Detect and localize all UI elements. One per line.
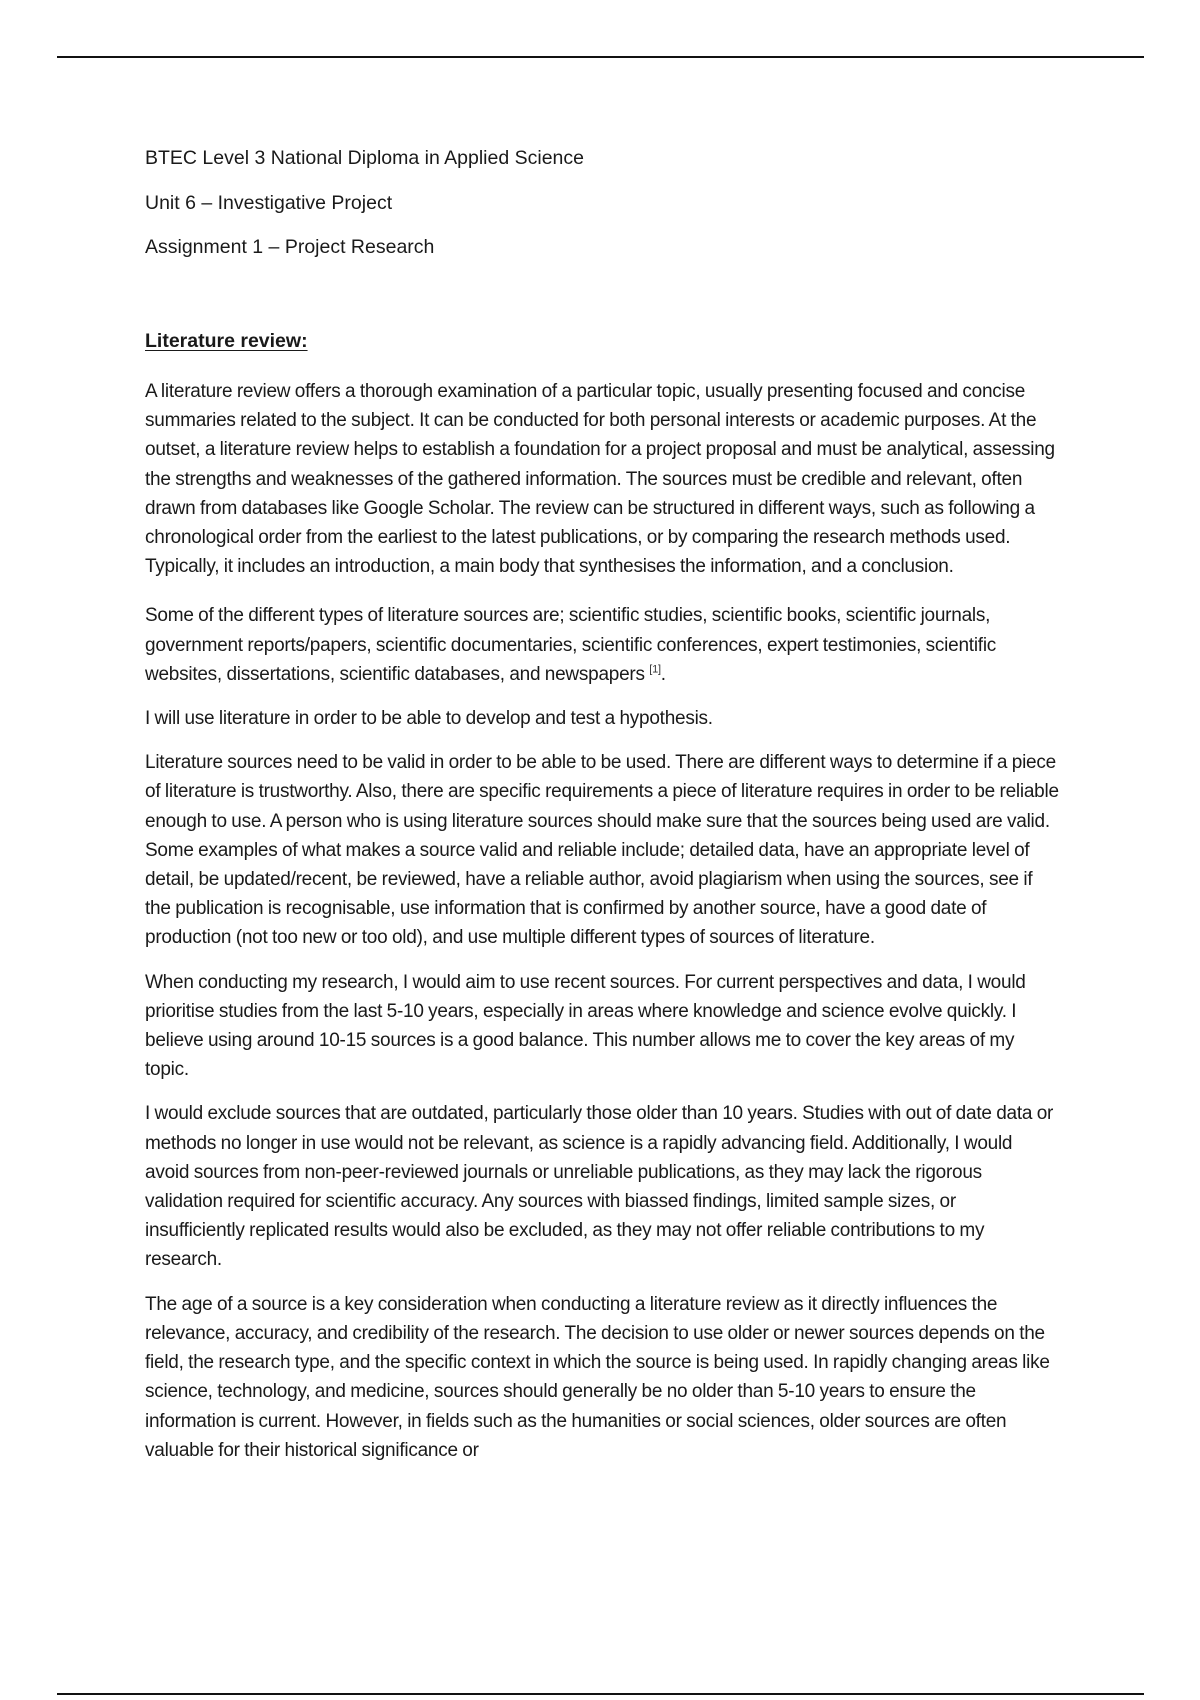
paragraph-exclusions: I would exclude sources that are outdated, particularly those older than 10 years. Studies with out of date data or methods no longer in use would not be relevant, as science is a rapidly advancing field. Additionally, I would avoid sources from non-peer-reviewed journals or unreliable publications, as they may lack the rigorous validation required for scientific accuracy. Any sources with biassed findings, limited sample sizes, or insufficiently replicated results would also be excluded, as they may not offer reliable contributions to my research. [145,1103,1054,1271]
section-heading: Literature review: [145,330,308,352]
reference-marker: [1] [649,663,661,676]
unit-title: Unit 6 – Investigative Project [145,192,393,214]
document-body [145,146,1060,1465]
assignment-title: Assignment 1 – Project Research [145,236,435,258]
top-divider [57,56,1144,58]
paragraph-intro: A literature review offers a thorough examination of a particular topic, usually presenting focused and concise summaries related to the subject. It can be conducted for both personal interests or academic purposes. At the outset, a literature review helps to establish a foundation for a project proposal and must be analytical, assessing the strengths and weaknesses of the gathered information. The sources must be credible and relevant, often drawn from databases like Google Scholar. The review can be structured in different ways, such as following a chronological order from the earliest to the latest publications, or by comparing the research methods used. Typically, it includes an introduction, a main body that synthesises the information, and a conclusion. [145,381,1055,578]
paragraph-recent-sources: When conducting my research, I would aim to use recent sources. For current perspectives and data, I would prioritise studies from the last 5-10 years, especially in areas where knowledge and science evolve quickly. I believe using around 10-15 sources is a good balance. This number allows me to cover the key areas of my topic. [145,971,1026,1081]
paragraph-source-age: The age of a source is a key consideration when conducting a literature review as it directly influences the relevance, accuracy, and credibility of the research. The decision to use older or newer sources depends on the field, the research type, and the specific context in which the source is being used. In rapidly changing areas like science, technology, and medicine, sources should generally be no older than 5-10 years to ensure the information is current. However, in fields such as the humanities or social sciences, older sources are often valuable for their historical significance or [145,1293,1050,1461]
paragraph-source-types [145,601,1060,689]
bottom-divider [57,1693,1144,1695]
paragraph-source-types-text: Some of the different types of literature sources are; scientific studies, scientific books, scientific journals, government reports/papers, scientific documentaries, scientific conferences, expert testimonies, scientific websites, dissertations, scientific databases, and newspapers [145,605,997,685]
paragraph-validity: Literature sources need to be valid in order to be able to be used. There are different ways to determine if a piece of literature is trustworthy. Also, there are specific requirements a piece of literature requires in order to be reliable enough to use. A person who is using literature sources should make sure that the sources being used are valid. Some examples of what makes a source valid and reliable include; detailed data, have an appropriate level of detail, be updated/recent, be reviewed, have a reliable author, avoid plagiarism when using the sources, see if the publication is recognisable, use information that is confirmed by another source, have a good date of production (not too new or too old), and use multiple different types of sources of literature. [145,752,1059,949]
course-title: BTEC Level 3 National Diploma in Applied Science [145,147,584,169]
paragraph-hypothesis: I will use literature in order to be able to develop and test a hypothesis. [145,708,713,730]
reference-trailing-period: . [660,663,666,685]
